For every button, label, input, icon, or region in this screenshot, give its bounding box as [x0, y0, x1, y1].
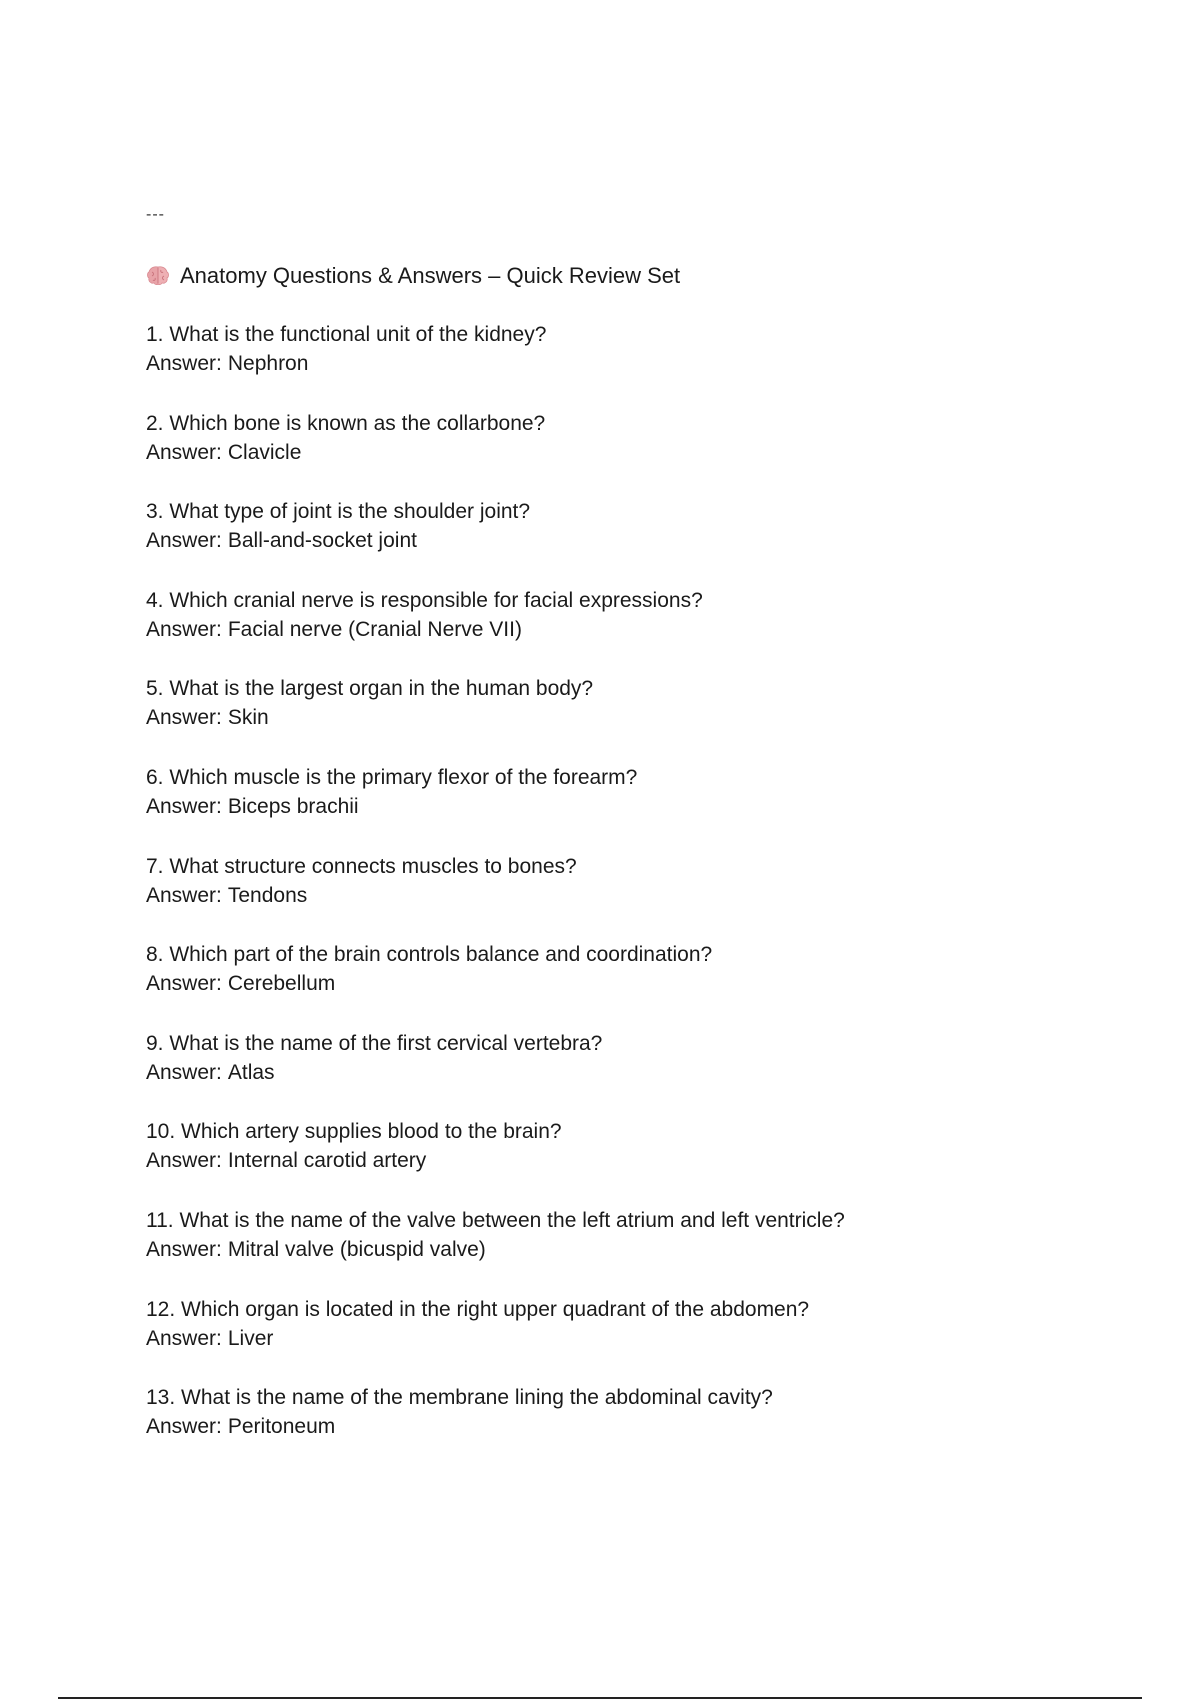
answer-line — [146, 438, 1146, 467]
qa-item — [146, 940, 1146, 1029]
answer-label: Answer: — [146, 617, 222, 641]
answer-text: Clavicle — [227, 440, 302, 464]
answer-label: Answer: — [146, 1237, 222, 1261]
answer-line — [146, 881, 1146, 910]
answer-line — [146, 349, 1146, 378]
brain-icon — [146, 265, 170, 287]
question-text: 9. What is the name of the first cervical vertebra? — [146, 1031, 603, 1055]
qa-item — [146, 674, 1146, 763]
question-text: 13. What is the name of the membrane lining the abdominal cavity? — [146, 1386, 773, 1410]
answer-text: Internal carotid artery — [227, 1149, 427, 1173]
question-text: 1. What is the functional unit of the kidney? — [146, 323, 547, 346]
qa-item — [146, 763, 1146, 852]
answer-line — [146, 703, 1146, 732]
question-text: 8. Which part of the brain controls balance and coordination? — [146, 943, 713, 967]
qa-item — [146, 1206, 1146, 1295]
qa-item — [146, 497, 1146, 586]
answer-text: Nephron — [227, 352, 309, 375]
answer-text: Liver — [227, 1326, 274, 1350]
answer-line — [146, 1324, 1146, 1353]
document-title: Anatomy Questions & Answers – Quick Review Set — [180, 263, 681, 288]
question-text: 12. Which organ is located in the right upper quadrant of the abdomen? — [146, 1297, 810, 1321]
answer-line — [146, 1146, 1146, 1175]
qa-item — [146, 409, 1146, 498]
answer-text: Ball-and-socket joint — [227, 529, 417, 553]
title-row — [146, 263, 680, 289]
answer-line — [146, 1235, 1146, 1264]
qa-item — [146, 1117, 1146, 1206]
answer-line — [146, 792, 1146, 821]
answer-text: Skin — [227, 706, 269, 730]
answer-line — [146, 526, 1146, 555]
question-text: 5. What is the largest organ in the human body? — [146, 677, 594, 701]
answer-label: Answer: — [146, 1149, 222, 1173]
answer-text: Atlas — [227, 1060, 275, 1084]
answer-line — [146, 1058, 1146, 1087]
answer-label: Answer: — [146, 1060, 222, 1084]
qa-item — [146, 852, 1146, 941]
answer-label: Answer: — [146, 972, 222, 996]
answer-text: Peritoneum — [227, 1415, 336, 1439]
qa-item — [146, 320, 1146, 409]
question-text: 7. What structure connects muscles to bones? — [146, 854, 577, 878]
answer-text: Cerebellum — [227, 972, 336, 996]
answer-text: Tendons — [227, 883, 308, 907]
answer-label: Answer: — [146, 794, 222, 818]
footer-rule — [58, 1697, 1142, 1699]
answer-label: Answer: — [146, 352, 222, 375]
qa-item — [146, 1029, 1146, 1118]
separator-text: --- — [146, 206, 165, 223]
question-text: 10. Which artery supplies blood to the brain? — [146, 1120, 562, 1144]
answer-label: Answer: — [146, 529, 222, 553]
answer-text: Biceps brachii — [227, 794, 359, 818]
question-text: 2. Which bone is known as the collarbone? — [146, 411, 546, 435]
question-text: 3. What type of joint is the shoulder joint? — [146, 500, 531, 524]
qa-item — [146, 586, 1146, 675]
question-text: 11. What is the name of the valve between the left atrium and left ventricle? — [146, 1208, 845, 1232]
answer-line — [146, 969, 1146, 998]
answer-label: Answer: — [146, 883, 222, 907]
qa-list — [146, 320, 1146, 1472]
question-text: 4. Which cranial nerve is responsible for facial expressions? — [146, 588, 703, 612]
answer-label: Answer: — [146, 1326, 222, 1350]
question-text: 6. Which muscle is the primary flexor of the forearm? — [146, 765, 638, 789]
answer-line — [146, 615, 1146, 644]
qa-item — [146, 1295, 1146, 1384]
answer-label: Answer: — [146, 706, 222, 730]
qa-item — [146, 1383, 1146, 1472]
answer-line — [146, 1412, 1146, 1441]
answer-text: Mitral valve (bicuspid valve) — [227, 1237, 486, 1261]
answer-label: Answer: — [146, 1415, 222, 1439]
answer-text: Facial nerve (Cranial Nerve VII) — [227, 617, 522, 641]
answer-label: Answer: — [146, 440, 222, 464]
